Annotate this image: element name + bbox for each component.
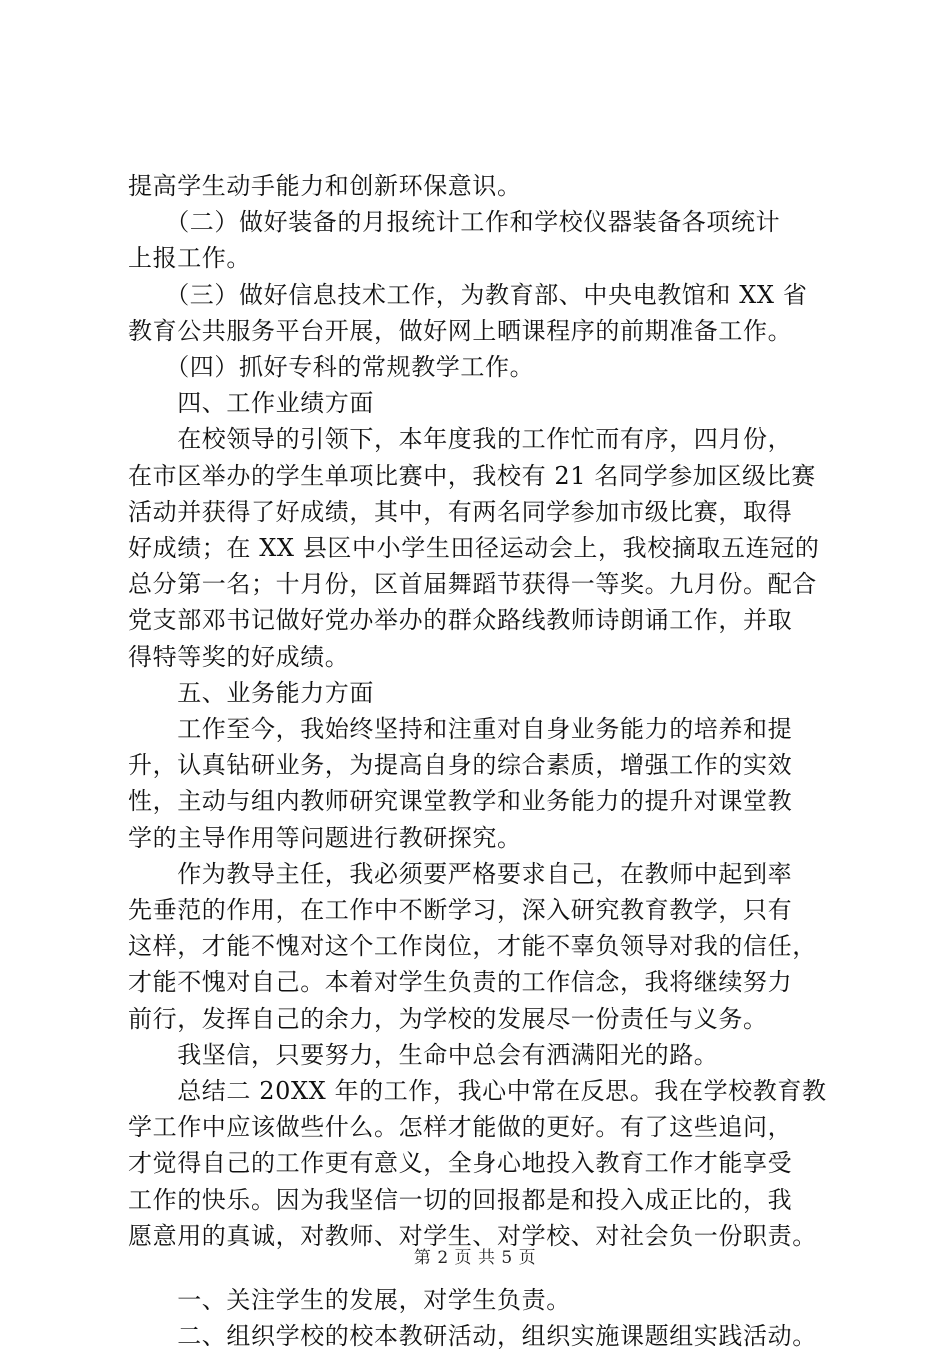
- text-line: 升，认真钻研业务，为提高自身的综合素质，增强工作的实效: [128, 751, 793, 780]
- text-line: 我坚信，只要努力，生命中总会有洒满阳光的路。: [128, 1040, 719, 1069]
- text-line: 得特等奖的好成绩。: [128, 642, 350, 671]
- text-line: 才觉得自己的工作更有意义，全身心地投入教育工作才能享受: [128, 1149, 793, 1178]
- text-line: 学的主导作用等问题进行教研探究。: [128, 823, 522, 852]
- section-heading: 五、业务能力方面: [128, 678, 374, 707]
- text-line: 总结二 20XX 年的工作，我心中常在反思。我在学校教育教: [128, 1077, 827, 1106]
- text-line: 提高学生动手能力和创新环保意识。: [128, 172, 522, 200]
- text-line: 愿意用的真诚，对教师、对学生、对学校、对社会负一份职责。: [128, 1221, 817, 1250]
- text-line: 性，主动与组内教师研究课堂教学和业务能力的提升对课堂教: [128, 787, 793, 816]
- text-line: （三）做好信息技术工作，为教育部、中央电教馆和 XX 省: [128, 280, 808, 309]
- text-line: 党支部邓书记做好党办举办的群众路线教师诗朗诵工作，并取: [128, 606, 793, 635]
- text-line: 在市区举办的学生单项比赛中，我校有 21 名同学参加区级比赛: [128, 461, 816, 490]
- page-footer: [0, 1243, 950, 1268]
- text-line: 才能不愧对自己。本着对学生负责的工作信念，我将继续努力: [128, 968, 793, 997]
- section-heading: 四、工作业绩方面: [128, 389, 374, 418]
- text-line: 好成绩；在 XX 县区中小学生田径运动会上，我校摘取五连冠的: [128, 534, 820, 563]
- text-line: （四）抓好专科的常规教学工作。: [128, 353, 535, 382]
- text-line: 前行，发挥自己的余力，为学校的发展尽一份责任与义务。: [128, 1004, 768, 1033]
- list-item: 一、关注学生的发展，对学生负责。: [128, 1286, 571, 1315]
- text-line: 这样，才能不愧对这个工作岗位，才能不辜负领导对我的信任，: [128, 932, 817, 961]
- page-number-label: 第 2 页 共 5 页: [413, 1248, 537, 1268]
- text-line: 在校领导的引领下，本年度我的工作忙而有序，四月份，: [128, 425, 793, 454]
- text-line: 总分第一名；十月份，区首届舞蹈节获得一等奖。九月份。配合: [128, 570, 817, 599]
- text-line: 活动并获得了好成绩，其中，有两名同学参加市级比赛，取得: [128, 497, 793, 526]
- text-line: 上报工作。: [128, 244, 251, 273]
- text-line: 工作至今，我始终坚持和注重对自身业务能力的培养和提: [128, 715, 793, 744]
- text-line: 工作的快乐。因为我坚信一切的回报都是和投入成正比的，我: [128, 1185, 793, 1214]
- text-line: 学工作中应该做些什么。怎样才能做的更好。有了这些追问，: [128, 1113, 793, 1142]
- text-line: 先垂范的作用，在工作中不断学习，深入研究教育教学，只有: [128, 896, 793, 925]
- document-body: [128, 168, 848, 1355]
- list-item: 二、组织学校的校本教研活动，组织实施课题组实践活动。: [128, 1322, 817, 1351]
- text-line: （二）做好装备的月报统计工作和学校仪器装备各项统计: [128, 208, 781, 237]
- text-line: 教育公共服务平台开展，做好网上晒课程序的前期准备工作。: [128, 316, 793, 345]
- text-line: 作为教导主任，我必须要严格要求自己，在教师中起到率: [128, 859, 793, 888]
